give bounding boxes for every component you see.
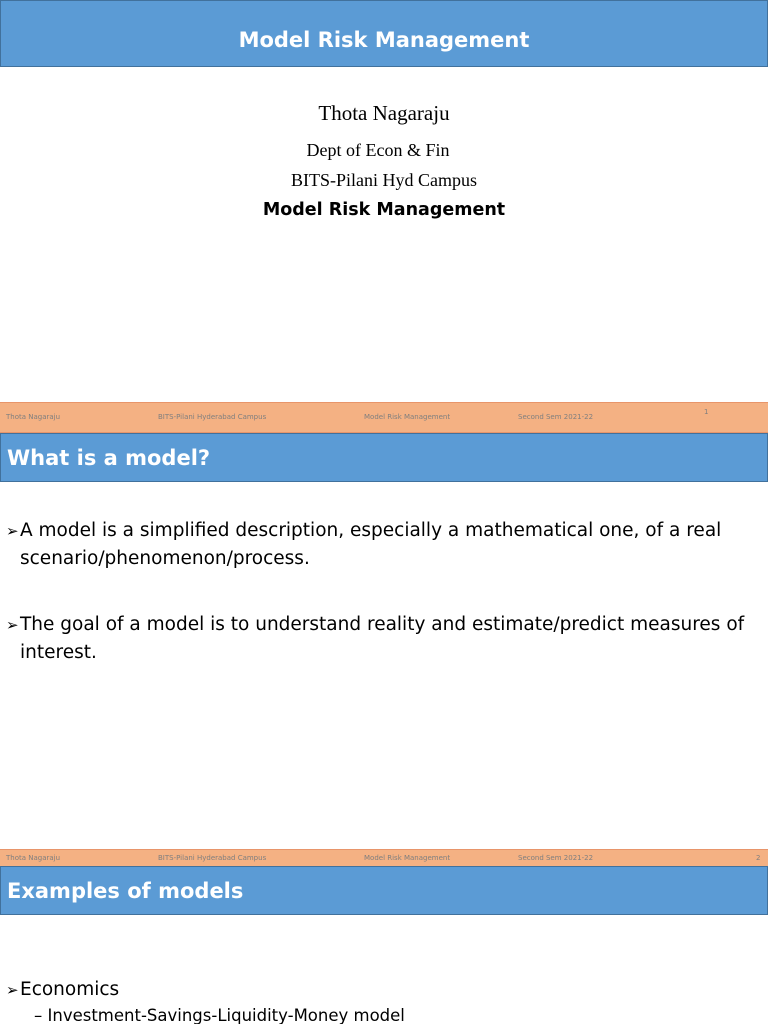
department: Dept of Econ & Fin [306,140,450,160]
bullet-text: Economics [20,979,120,1000]
slide2-title-bar [0,433,768,482]
bullet-item [6,517,766,572]
course-subtitle: Model Risk Management [262,200,506,220]
bullet-item [6,976,766,1004]
author-name: Thota Nagaraju [318,101,450,125]
slide2-title: What is a model? [7,445,211,470]
arrow-bullet-icon: ➢ [6,616,19,634]
footer-campus: BITS-Pilani Hyderabad Campus [158,413,267,421]
slide1-footer [0,402,768,433]
page-number: 2 [756,854,761,862]
campus-name: BITS-Pilani Hyd Campus [290,170,477,190]
footer-course: Model Risk Management [364,413,451,421]
page-number: 1 [704,408,709,416]
arrow-bullet-icon: ➢ [6,981,19,999]
slide2-footer [0,849,768,867]
slide1-title-bar [0,0,768,67]
sub-bullet-item: – Investment-Savings-Liquidity-Money model [34,1006,405,1024]
footer-semester: Second Sem 2021-22 [518,854,594,862]
footer-author: Thota Nagaraju [6,413,61,421]
arrow-bullet-icon: ➢ [6,522,19,540]
bullet-text: The goal of a model is to understand reality and estimate/predict measures of interest. [20,614,745,663]
footer-semester: Second Sem 2021-22 [518,413,594,421]
bullet-item [6,611,766,666]
footer-campus: BITS-Pilani Hyderabad Campus [158,854,267,862]
footer-course: Model Risk Management [364,854,451,862]
slide3-title: Examples of models [7,878,244,903]
slide1-title: Model Risk Management [238,27,530,52]
footer-author: Thota Nagaraju [6,854,61,862]
slide3-title-bar [0,866,768,915]
bullet-text: A model is a simplified description, especially a mathematical one, of a real scenario/phenomenon/process. [20,520,722,569]
